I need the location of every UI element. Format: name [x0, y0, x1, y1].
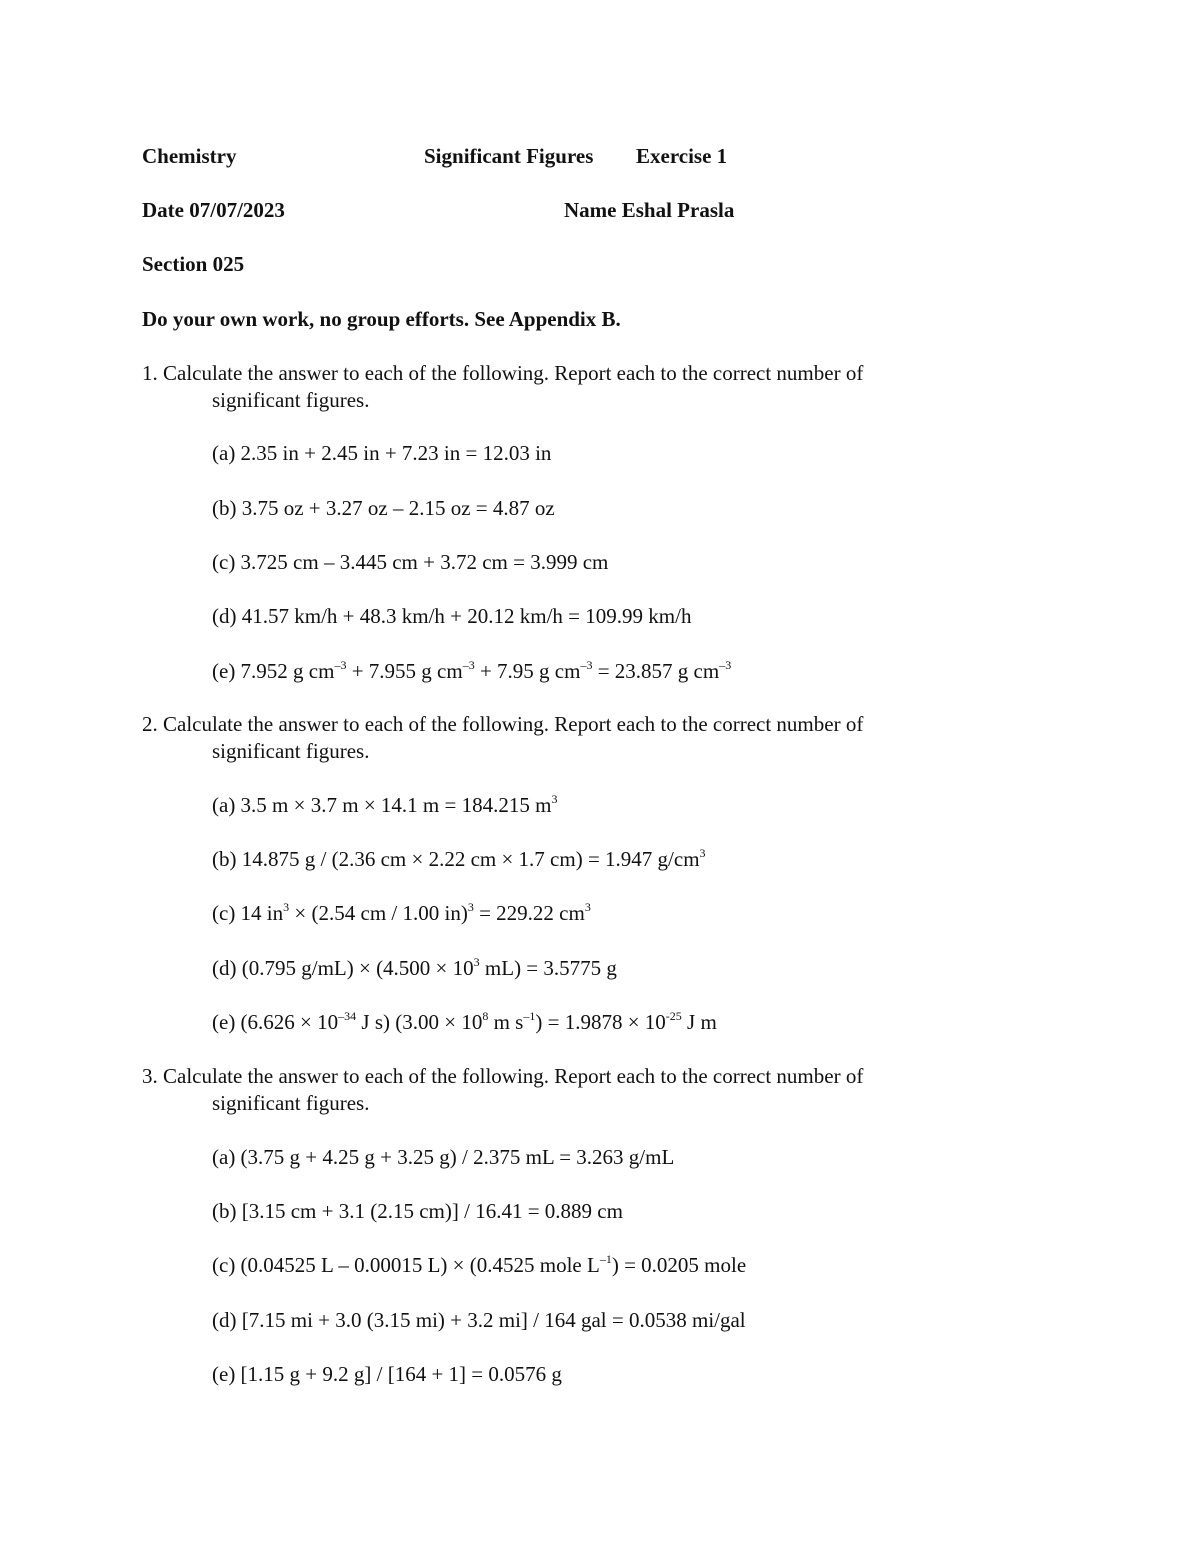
question-1-item-c: (c) 3.725 cm – 3.445 cm + 3.72 cm = 3.999 cm [212, 550, 609, 574]
question-1-item-e: (e) 7.952 g $cm^{-3} + 7.955$ g $cm^{-3} + 7.95$ g $cm^{-3} = 23.857$ g $cm^{-3}$ [212, 658, 732, 683]
question-3-item-a: (a) (3.75 g + 4.25 g + 3.25 g) / 2.375 mL = 3.263 g/mL [212, 1145, 675, 1169]
question-1-item-d: (d) 41.57 km/h + 48.3 km/h + 20.12 km/h = 109.99 km/h [212, 604, 692, 628]
question-1-item-a: (a) 2.35 in + 2.45 in + 7.23 in = 12.03 in [212, 441, 552, 465]
question-2-item-c: (c) 14 $in^3 \times (2.54$ cm / 1.00 in)$^3$ = 229.22 $cm^3$ [212, 900, 591, 925]
section-field: Section 025 [142, 252, 245, 276]
question-2-item-d: (d) (0.795 $g/mL) \times (4.500 \times 10^3$ mL) = 3.5775 g [212, 955, 617, 980]
question-1-prompt: 1. Calculate the answer to each of the following. Report each to the correct number of [142, 361, 864, 385]
question-3-item-d: (d) [7.15 mi + 3.0 (3.15 mi) + 3.2 mi] / 164 gal = 0.0538 mi/gal [212, 1308, 746, 1332]
question-1-item-b: (b) 3.75 oz + 3.27 oz – 2.15 oz = 4.87 oz [212, 496, 555, 520]
worksheet-title: Significant Figures [424, 144, 594, 168]
question-1-prompt-cont: significant figures. [212, 388, 370, 412]
question-2-item-b: (b) 14.875 g / (2.36 cm × 2.22 cm × 1.7 cm) = 1.947 $g/cm^3$ [212, 846, 706, 871]
question-3-prompt-cont: significant figures. [212, 1091, 370, 1115]
question-2-prompt-cont: significant figures. [212, 739, 370, 763]
subject-label: Chemistry [142, 144, 237, 168]
question-3-item-c: (c) (0.04525 L – 0.00015 L) × (0.4525 mole $L^{-1}) = 0.0205$ mole [212, 1252, 747, 1277]
instruction-text: Do your own work, no group efforts. See Appendix B. [142, 307, 621, 331]
question-2-item-e: (e) ($6.626 \times 10^{-34}$ J s) ($3.00 \times 10^8$ m $s^{-1}) = 1.9878 \times 10^{-25}$ J m [212, 1009, 717, 1034]
date-field: Date 07/07/2023 [142, 198, 285, 222]
question-3-item-b: (b) [3.15 cm + 3.1 (2.15 cm)] / 16.41 = 0.889 cm [212, 1199, 623, 1223]
question-3-item-e: (e) [1.15 g + 9.2 g] / [164 + 1] = 0.0576 g [212, 1362, 562, 1386]
question-3-prompt: 3. Calculate the answer to each of the following. Report each to the correct number of [142, 1064, 864, 1088]
exercise-label: Exercise 1 [636, 144, 728, 168]
question-2-item-a: (a) 3.5 m × 3.7 m × 14.1 m = 184.215 $m^3$ [212, 792, 558, 817]
student-name-field: Name Eshal Prasla [564, 198, 735, 222]
question-2-prompt: 2. Calculate the answer to each of the following. Report each to the correct number of [142, 712, 864, 736]
